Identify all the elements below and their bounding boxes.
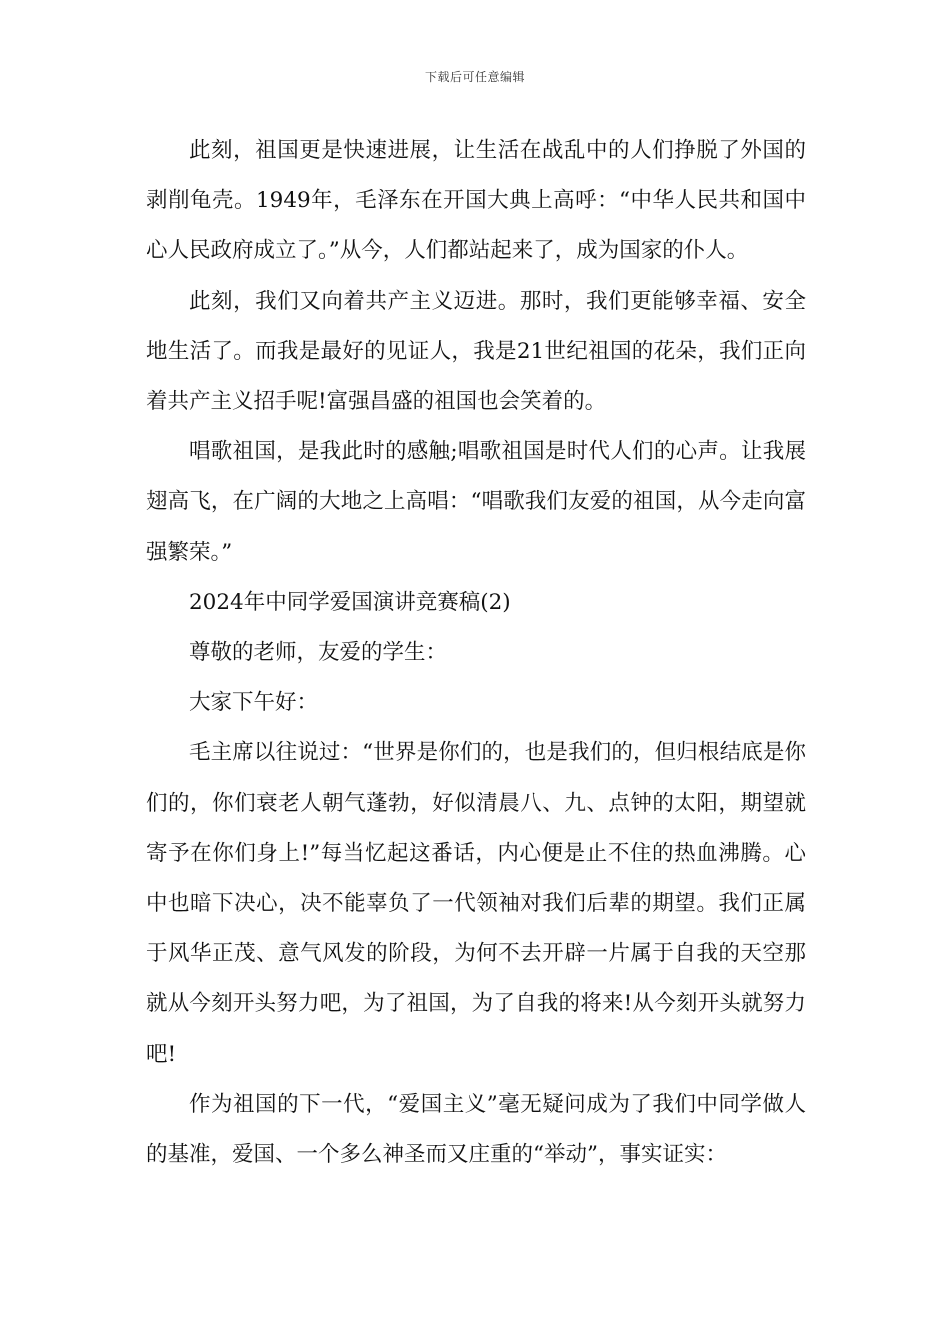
paragraph-5: 作为祖国的下一代，“爱国主义”毫无疑问成为了我们中同学做人的基准，爱国、一个多么神圣而又庄重的“举动”，事实证实： bbox=[146, 1091, 806, 1168]
paragraph-3: 唱歌祖国，是我此时的感触;唱歌祖国是时代人们的心声。让我展翅高飞，在广阔的大地之上高唱：“唱歌我们友爱的祖国，从今走向富强繁荣。” bbox=[146, 439, 806, 565]
paragraph-2: 此刻，我们又向着共产主义迈进。那时，我们更能够幸福、安全地生活了。而我是最好的见证人，我是21世纪祖国的花朵，我们正向着共产主义招手呢!富强昌盛的祖国也会笑着的。 bbox=[146, 288, 806, 415]
paragraph-4: 毛主席以往说过：“世界是你们的，也是我们的，但归根结底是你们的，你们衰老人朝气蓬勃，好似清晨八、九、点钟的太阳，期望就寄予在你们身上!”每当忆起这番话，内心便是止不住的热血沸腾。心中也暗下决心，决不能辜负了一代领袖对我们后辈的期望。我们正属于风华正茂、意气风发的阶段，为何不去开辟一片属于自我的天空那就从今刻开头努力吧，为了祖国，为了自我的将来!从今刻开头就努力吧! bbox=[146, 740, 806, 1067]
paragraph-1: 此刻，祖国更是快速进展，让生活在战乱中的人们挣脱了外国的剥削龟壳。1949年，毛泽东在开国大典上高呼：“中华人民共和国中心人民政府成立了。”从今，人们都站起来了，成为国家的仆人。 bbox=[146, 138, 806, 264]
section-title: 2024年中同学爱国演讲竞赛稿(2) bbox=[189, 589, 511, 615]
document-body bbox=[146, 126, 806, 1180]
greeting: 大家下午好： bbox=[189, 690, 319, 716]
salutation: 尊敬的老师，友爱的学生： bbox=[189, 640, 448, 666]
page-header: 下载后可任意编辑 bbox=[424, 70, 525, 84]
